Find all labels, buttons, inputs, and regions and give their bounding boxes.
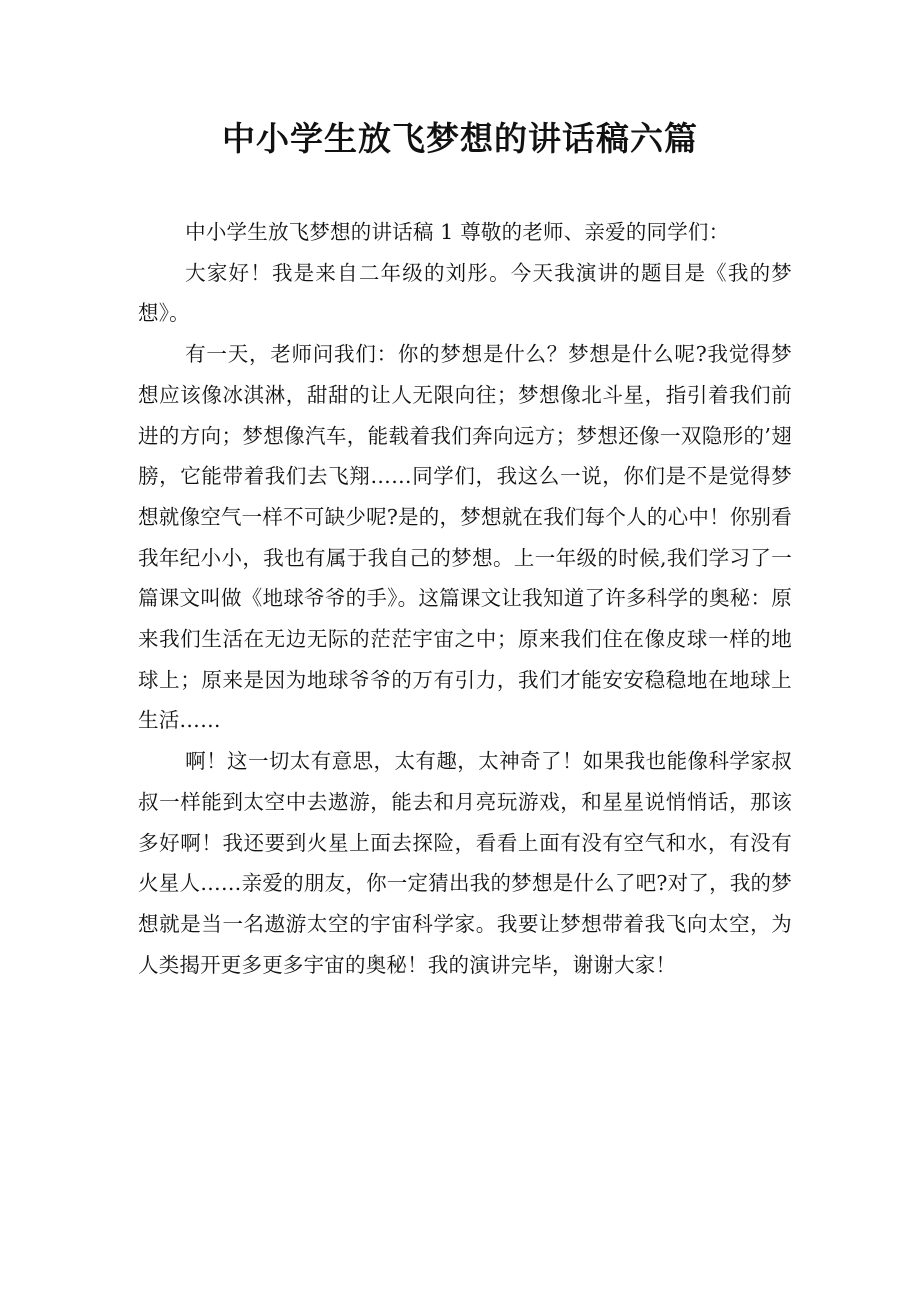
paragraph-what-is-dream: 有一天，老师问我们：你的梦想是什么？梦想是什么呢?我觉得梦想应该像冰淇淋，甜甜的让人无限向往；梦想像北斗星，指引着我们前进的方向；梦想像汽车，能载着我们奔向远方；梦想还像一双隐形的’翅膀，它能带着我们去飞翔……同学们，我这么一说，你们是不是觉得梦想就像空气一样不可缺少呢?是的，梦想就在我们每个人的心中！你别看我年纪小小，我也有属于我自己的梦想。上一年级的时候,我们学习了一篇课文叫做《地球爷爷的手》。这篇课文让我知道了许多科学的奥秘：原来我们生活在无边无际的茫茫宇宙之中；原来我们住在像皮球一样的地球上；原来是因为地球爷爷的万有引力，我们才能安安稳稳地在地球上生活…… bbox=[138, 342, 792, 733]
document-title: 中小学生放飞梦想的讲话稿六篇 bbox=[222, 119, 698, 158]
paragraph-my-dream: 啊！这一切太有意思，太有趣，太神奇了！如果我也能像科学家叔叔一样能到太空中去遨游，能去和月亮玩游戏，和星星说悄悄话，那该多好啊！我还要到火星上面去探险，看看上面有没有空气和水，有没有火星人……亲爱的朋友，你一定猜出我的梦想是什么了吧?对了，我的梦想就是当一名遨游太空的宇宙科学家。我要让梦想带着我飞向太空，为人类揭开更多更多宇宙的奥秘！我的演讲完毕，谢谢大家！ bbox=[138, 749, 792, 977]
paragraph-introduction: 大家好！我是来自二年级的刘彤。今天我演讲的题目是《我的梦想》。 bbox=[138, 260, 792, 326]
paragraph-greeting: 中小学生放飞梦想的讲话稿 1 尊敬的老师、亲爱的同学们： bbox=[185, 220, 730, 244]
document-body bbox=[138, 212, 792, 985]
